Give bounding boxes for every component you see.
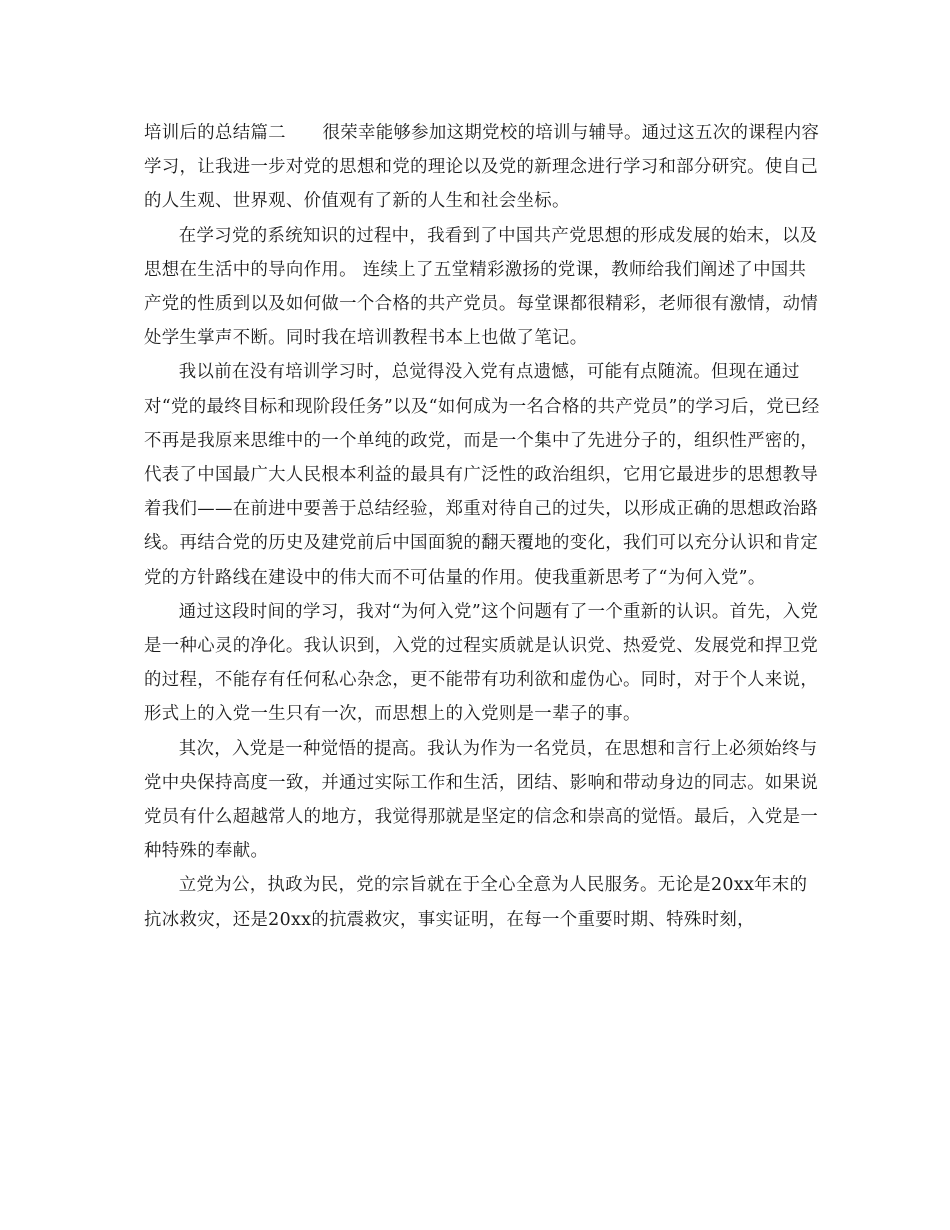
paragraph-1 [144, 116, 824, 219]
paragraph-1-text: 很荣幸能够参加这期党校的培训与辅导。通过这五次的课程内容学习，让我进一步对党的思想和党的理论以及党的新理念进行学习和部分研究。使自己的人生观、世界观、价值观有了新的人生和社会坐标。 [144, 123, 820, 212]
paragraph-3: 我以前在没有培训学习时，总觉得没入党有点遗憾，可能有点随流。但现在通过对“党的最终目标和现阶段任务”以及“如何成为一名合格的共产党员”的学习后，党已经不再是我原来思维中的一个单纯的政党，而是一个集中了先进分子的，组织性严密的，代表了中国最广大人民根本利益的最具有广泛性的政治组织，它用它最进步的思想教导着我们——在前进中要善于总结经验，郑重对待自己的过失，以形成正确的思想政治路线。再结合党的历史及建党前后中国面貌的翻天覆地的变化，我们可以充分认识和肯定党的方针路线在建设中的伟大而不可估量的作用。使我重新思考了“为何入党”。 [144, 362, 820, 588]
document-title: 培训后的总结篇二 [144, 123, 286, 143]
paragraph-5: 其次，入党是一种觉悟的提高。我认为作为一名党员，在思想和言行上必须始终与党中央保持高度一致，并通过实际工作和生活，团结、影响和带动身边的同志。如果说党员有什么超越常人的地方，我觉得那就是坚定的信念和崇高的觉悟。最后，入党是一种特殊的奉献。 [144, 738, 819, 862]
paragraph-4: 通过这段时间的学习，我对“为何入党”这个问题有了一个重新的认识。首先，入党是一种心灵的净化。我认识到，入党的过程实质就是认识党、热爱党、发展党和捍卫党的过程，不能存有任何私心杂念，更不能带有功利欲和虚伪心。同时，对于个人来说，形式上的入党一生只有一次，而思想上的入党则是一辈子的事。 [144, 601, 819, 725]
paragraph-2: 在学习党的系统知识的过程中，我看到了中国共产党思想的形成发展的始末，以及思想在生活中的导向作用。 连续上了五堂精彩激扬的党课，教师给我们阐述了中国共产党的性质到以及如何做一个合格的共产党员。每堂课都很精彩，老师很有激情，动情处学生掌声不断。同时我在培训教程书本上也做了笔记。 [144, 225, 819, 349]
paragraph-6: 立党为公，执政为民，党的宗旨就在于全心全意为人民服务。无论是20xx年末的抗冰救灾，还是20xx的抗震救灾，事实证明，在每一个重要时期、特殊时刻， [144, 875, 808, 930]
document-body [144, 116, 824, 937]
